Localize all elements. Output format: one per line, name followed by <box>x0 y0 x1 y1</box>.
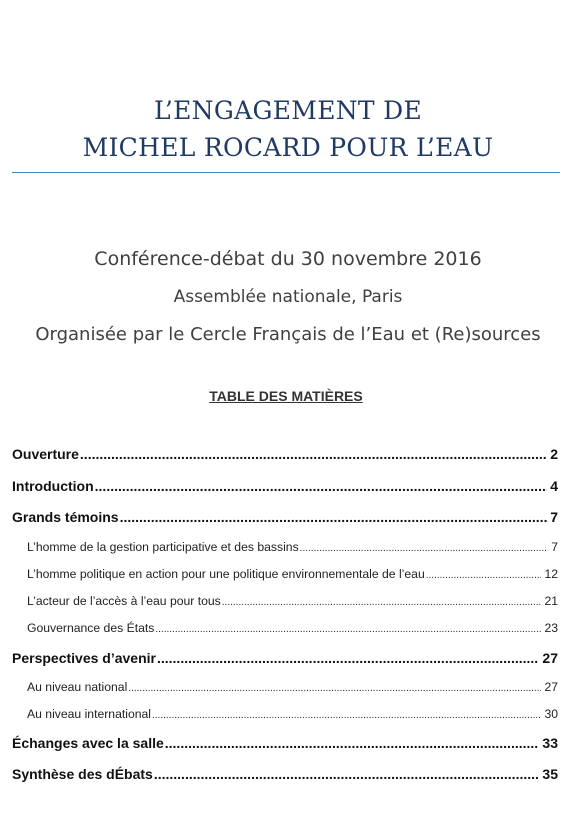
toc-subentry-niveau-international[interactable] <box>27 707 558 721</box>
toc-subentry-gouvernance-etats[interactable] <box>27 621 558 635</box>
toc-entry-page: 30 <box>544 707 558 721</box>
toc-entry-label: Au niveau international <box>27 707 151 721</box>
toc-leader-dots <box>165 735 540 751</box>
toc-leader-dots <box>300 543 549 554</box>
toc-entry-label: Ouverture <box>12 446 79 462</box>
toc-entry-page: 4 <box>550 478 558 494</box>
toc-entry-label: L’homme politique en action pour une politique environnementale de l’eau <box>27 567 425 581</box>
toc-entry-introduction[interactable] <box>12 478 558 494</box>
toc-entry-page: 23 <box>544 621 558 635</box>
toc-leader-dots <box>80 446 547 462</box>
toc-leader-dots <box>95 478 548 494</box>
subtitle-organizer: Organisée par le Cercle Français de l’Eau et (Re)sources <box>35 324 541 345</box>
toc-entry-echanges[interactable] <box>12 735 558 751</box>
toc-leader-dots <box>128 683 541 694</box>
toc-subentry-gestion-participative[interactable] <box>27 540 558 554</box>
toc-entry-label: Grands témoins <box>12 509 119 525</box>
toc-leader-dots <box>157 650 539 666</box>
toc-leader-dots <box>120 509 548 525</box>
toc-entry-page: 12 <box>544 567 558 581</box>
toc-entry-label: L’acteur de l’accès à l’eau pour tous <box>27 594 221 608</box>
toc-leader-dots <box>152 710 541 721</box>
toc-entry-page: 21 <box>544 594 558 608</box>
toc-entry-label: Gouvernance des États <box>27 621 155 635</box>
toc-subentry-niveau-national[interactable] <box>27 680 558 694</box>
toc-entry-page: 2 <box>550 446 558 462</box>
toc-entry-synthese[interactable] <box>12 766 558 782</box>
document-title-line-1: L’ENGAGEMENT DE <box>153 96 423 125</box>
toc-entry-grands-temoins[interactable] <box>12 509 558 525</box>
toc-entry-label: Échanges avec la salle <box>12 735 164 751</box>
toc-entry-page: 33 <box>542 735 558 751</box>
toc-leader-dots <box>222 597 542 608</box>
toc-leader-dots <box>154 766 540 782</box>
document-title-line-2: MICHEL ROCARD POUR L’EAU <box>82 133 494 162</box>
toc-entry-label: Au niveau national <box>27 680 128 694</box>
toc-entry-page: 7 <box>551 540 558 554</box>
subtitle-place: Assemblée nationale, Paris <box>173 287 403 307</box>
toc-subentry-politique-environnementale[interactable] <box>27 567 558 581</box>
toc-entry-label: Perspectives d’avenir <box>12 650 156 666</box>
toc-leader-dots <box>426 570 542 581</box>
toc-entry-page: 27 <box>542 650 558 666</box>
toc-entry-page: 7 <box>550 509 558 525</box>
toc-entry-label: Introduction <box>12 478 94 494</box>
toc-entry-page: 35 <box>542 766 558 782</box>
toc-entry-page: 27 <box>544 680 558 694</box>
toc-entry-perspectives[interactable] <box>12 650 558 666</box>
toc-entry-label: Synthèse des dÉbats <box>12 766 153 782</box>
toc-entry-label: L’homme de la gestion participative et des bassins <box>27 540 299 554</box>
toc-leader-dots <box>155 624 541 635</box>
title-divider <box>12 172 560 173</box>
subtitle-date: Conférence-débat du 30 novembre 2016 <box>94 248 482 270</box>
toc-subentry-acces-eau[interactable] <box>27 594 558 608</box>
toc-entry-ouverture[interactable] <box>12 446 558 462</box>
toc-heading: TABLE DES MATIÈRES <box>209 388 363 404</box>
